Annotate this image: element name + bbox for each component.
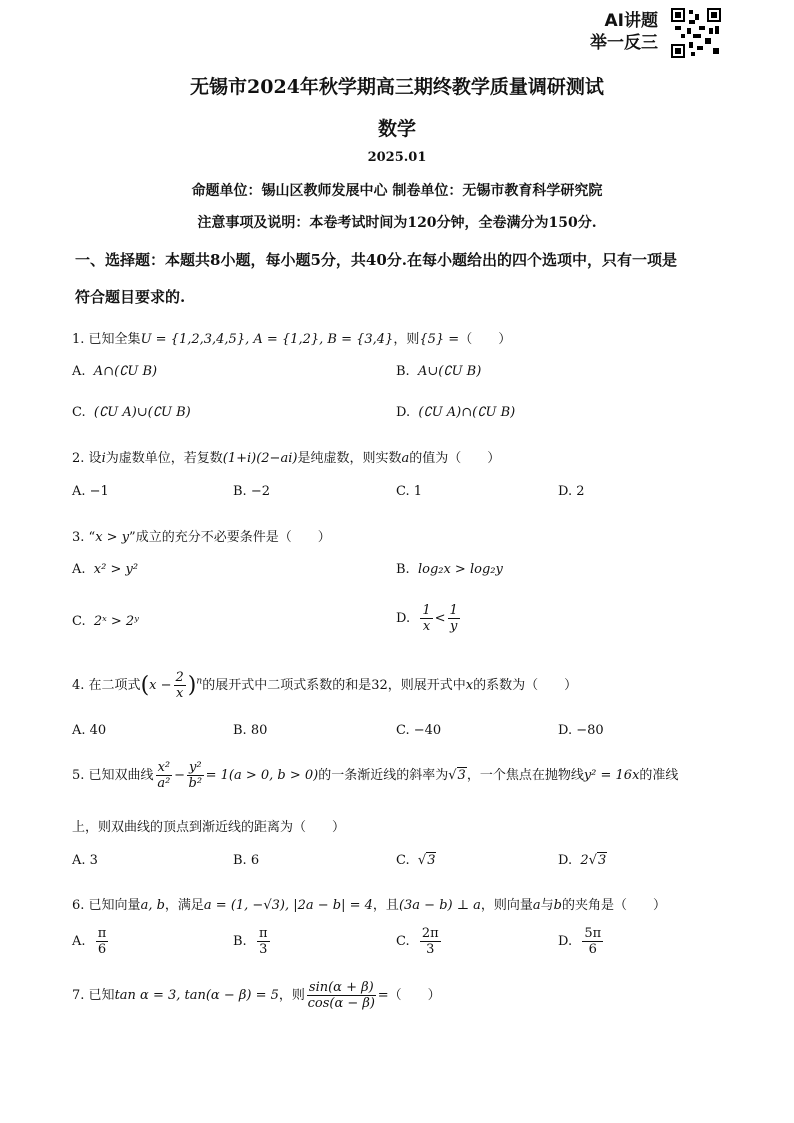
brand-logo: [590, 10, 658, 54]
q3-option-a[interactable]: A. x² > y²: [72, 562, 139, 577]
exam-title: 无锡市2024年秋学期高三期终教学质量调研测试: [190, 76, 604, 98]
q2-option-c[interactable]: C. 1: [396, 484, 423, 499]
q3-option-d[interactable]: D. $\frac{1}{x}$ < $\frac{1}{y}$: [396, 603, 458, 634]
section-heading-cont: 符合题目要求的.: [75, 288, 186, 306]
q1-option-a[interactable]: A. A∩(∁U B): [72, 364, 158, 379]
question-4: 4. 在二项式(x − $\frac{2}{x}$ )$^n$的展开式中二项式系数的和是32，则展开式中x的系数为（ ）: [72, 670, 578, 701]
q2-option-d[interactable]: D. 2: [558, 484, 585, 499]
q2-option-b[interactable]: B. −2: [233, 484, 270, 499]
q4-option-a[interactable]: A. 40: [72, 723, 107, 738]
q3-option-c[interactable]: C. 2ˣ > 2ʸ: [72, 614, 139, 629]
question-3: 3. “x > y”成立的充分不必要条件是（ ）: [72, 530, 331, 545]
question-7: 7. 已知tan α = 3, tan(α − β) = 5，则 $\frac{\sin(\alpha + \beta)}{\cos(\alpha - \beta)}$ =（ ）: [72, 980, 441, 1011]
question-6: 6. 已知向量a, b，满足a = (1, −√3), |2a − b| = 4，且(3a − b) ⊥ a，则向量a与b的夹角是（ ）: [72, 898, 666, 913]
q4-option-c[interactable]: C. −40: [396, 723, 442, 738]
q5-option-c[interactable]: C. √3: [396, 853, 436, 868]
question-5: 5. 已知双曲线 $\frac{\text{x²}}{\text{a²}}$ − $\frac{\text{y²}}{\text{b²}}$ = 1(a > 0, b > 0)的一条渐近线的斜率为√3，一个焦点在抛物线y² = 16x的准线: [72, 760, 679, 791]
q5-option-a[interactable]: A. 3: [72, 853, 98, 868]
q6-option-d[interactable]: D. $\frac{5\pi}{6}$: [558, 926, 602, 957]
question-2: 2. 设i为虚数单位，若复数(1+i)(2−ai)是纯虚数，则实数a的值为（ ）: [72, 451, 501, 466]
q6-option-c[interactable]: C. $\frac{2\pi}{3}$: [396, 926, 439, 957]
q3-option-b[interactable]: B. log₂x > log₂y: [396, 562, 503, 577]
exam-notes: 注意事项及说明：本卷考试时间为120分钟，全卷满分为150分.: [197, 215, 597, 231]
q4-option-d[interactable]: D. −80: [558, 723, 604, 738]
brand-line1: AI讲题: [604, 11, 658, 31]
question-5-cont: 上，则双曲线的顶点到渐近线的距离为（ ）: [72, 820, 346, 835]
q4-option-b[interactable]: B. 80: [233, 723, 268, 738]
brand-line2: 举一反三: [590, 33, 658, 53]
q5-option-b[interactable]: B. 6: [233, 853, 260, 868]
question-1: 1. 已知全集U = {1,2,3,4,5}, A = {1,2}, B = {3,4}，则{5} =（ ）: [72, 332, 512, 347]
q5-option-d[interactable]: D. 2√3: [558, 853, 607, 868]
exam-date: 2025.01: [367, 150, 427, 165]
q1-option-b[interactable]: B. A∪(∁U B): [396, 364, 482, 379]
q1-option-c[interactable]: C. (∁U A)∪(∁U B): [72, 405, 191, 420]
q6-option-b[interactable]: B. $\frac{\pi}{3}$: [233, 926, 268, 957]
exam-subject: 数学: [377, 118, 416, 140]
q6-option-a[interactable]: A. $\frac{\pi}{6}$: [72, 926, 107, 957]
q2-option-a[interactable]: A. −1: [72, 484, 109, 499]
qr-code-icon[interactable]: [671, 8, 721, 58]
q1-option-d[interactable]: D. (∁U A)∩(∁U B): [396, 405, 516, 420]
exam-units: 命题单位：锡山区教师发展中心 制卷单位：无锡市教育科学研究院: [191, 183, 603, 199]
section-heading: 一、选择题：本题共8小题，每小题5分，共40分.在每小题给出的四个选项中，只有一项是: [75, 251, 677, 269]
